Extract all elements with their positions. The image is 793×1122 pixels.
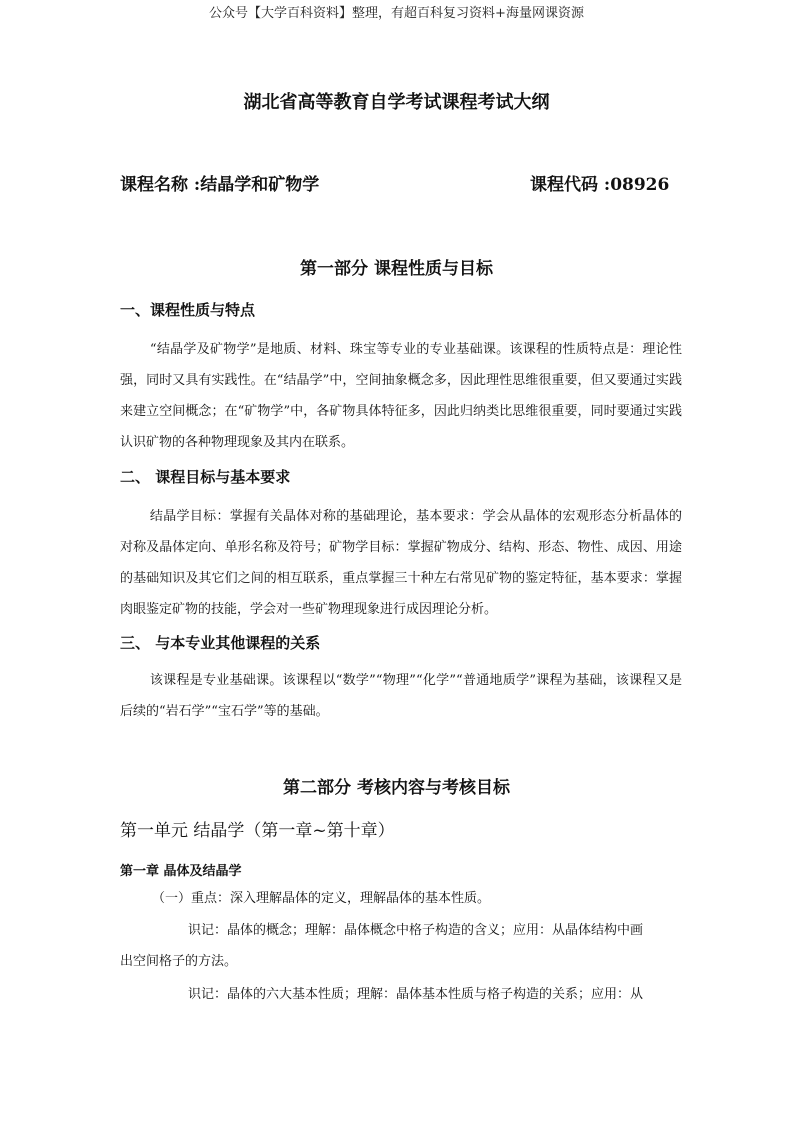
section3-paragraph: 该课程是专业基础课。该课程以“数学”“物理”“化学”“普通地质学”课程为基础，该课程又是后续的“岩石学”“宝石学”等的基础。 (120, 673, 682, 719)
unit-title: 第一单元 结晶学（第一章~第十章） (120, 821, 395, 841)
course-code: 课程代码 :08926 (530, 175, 670, 195)
item2-line1: 识记：晶体的六大基本性质；理解：晶体基本性质与格子构造的关系；应用：从 (188, 987, 644, 1002)
key-point-line: （一）重点：深入理解晶体的定义，理解晶体的基本性质。 (152, 891, 491, 906)
section2-heading: 二、 课程目标与基本要求 (120, 468, 291, 486)
item1-line2: 出空间格子的方法。 (120, 954, 238, 969)
section3-heading: 三、 与本专业其他课程的关系 (120, 634, 321, 652)
document-title: 湖北省高等教育自学考试课程考试大纲 (243, 92, 550, 113)
header-watermark: 公众号【大学百科资料】整理，有超百科复习资料+海量网课资源 (209, 6, 584, 21)
section2-paragraph: 结晶学目标：掌握有关晶体对称的基础理论，基本要求：学会从晶体的宏观形态分析晶体的对称及晶体定向、单形名称及符号；矿物学目标：掌握矿物成分、结构、形态、物性、成因、用途的基础知识及其它们之间的相互联系，重点掌握三十种左右常见矿物的鉴定特征，基本要求：掌握肉眼鉴定矿物的技能，学会对一些矿物理现象进行成因理论分析。 (120, 509, 682, 617)
course-name: 课程名称 :结晶学和矿物学 (120, 175, 320, 195)
chapter-title: 第一章 晶体及结晶学 (120, 864, 242, 879)
section1-heading: 一、课程性质与特点 (120, 301, 256, 319)
part2-title: 第二部分 考核内容与考核目标 (283, 778, 510, 798)
section1-paragraph: “结晶学及矿物学”是地质、材料、珠宝等专业的专业基础课。该课程的性质特点是：理论性强，同时又具有实践性。在“结晶学”中，空间抽象概念多，因此理性思维很重要，但又要通过实践来建立空间概念；在“矿物学”中，各矿物具体特征多，因此归纳类比思维很重要，同时要通过实践认识矿物的各种物理现象及其内在联系。 (120, 342, 682, 450)
item1-line1: 识记：晶体的概念；理解：晶体概念中格子构造的含义；应用：从晶体结构中画 (188, 923, 644, 938)
part1-title: 第一部分 课程性质与目标 (300, 259, 493, 279)
